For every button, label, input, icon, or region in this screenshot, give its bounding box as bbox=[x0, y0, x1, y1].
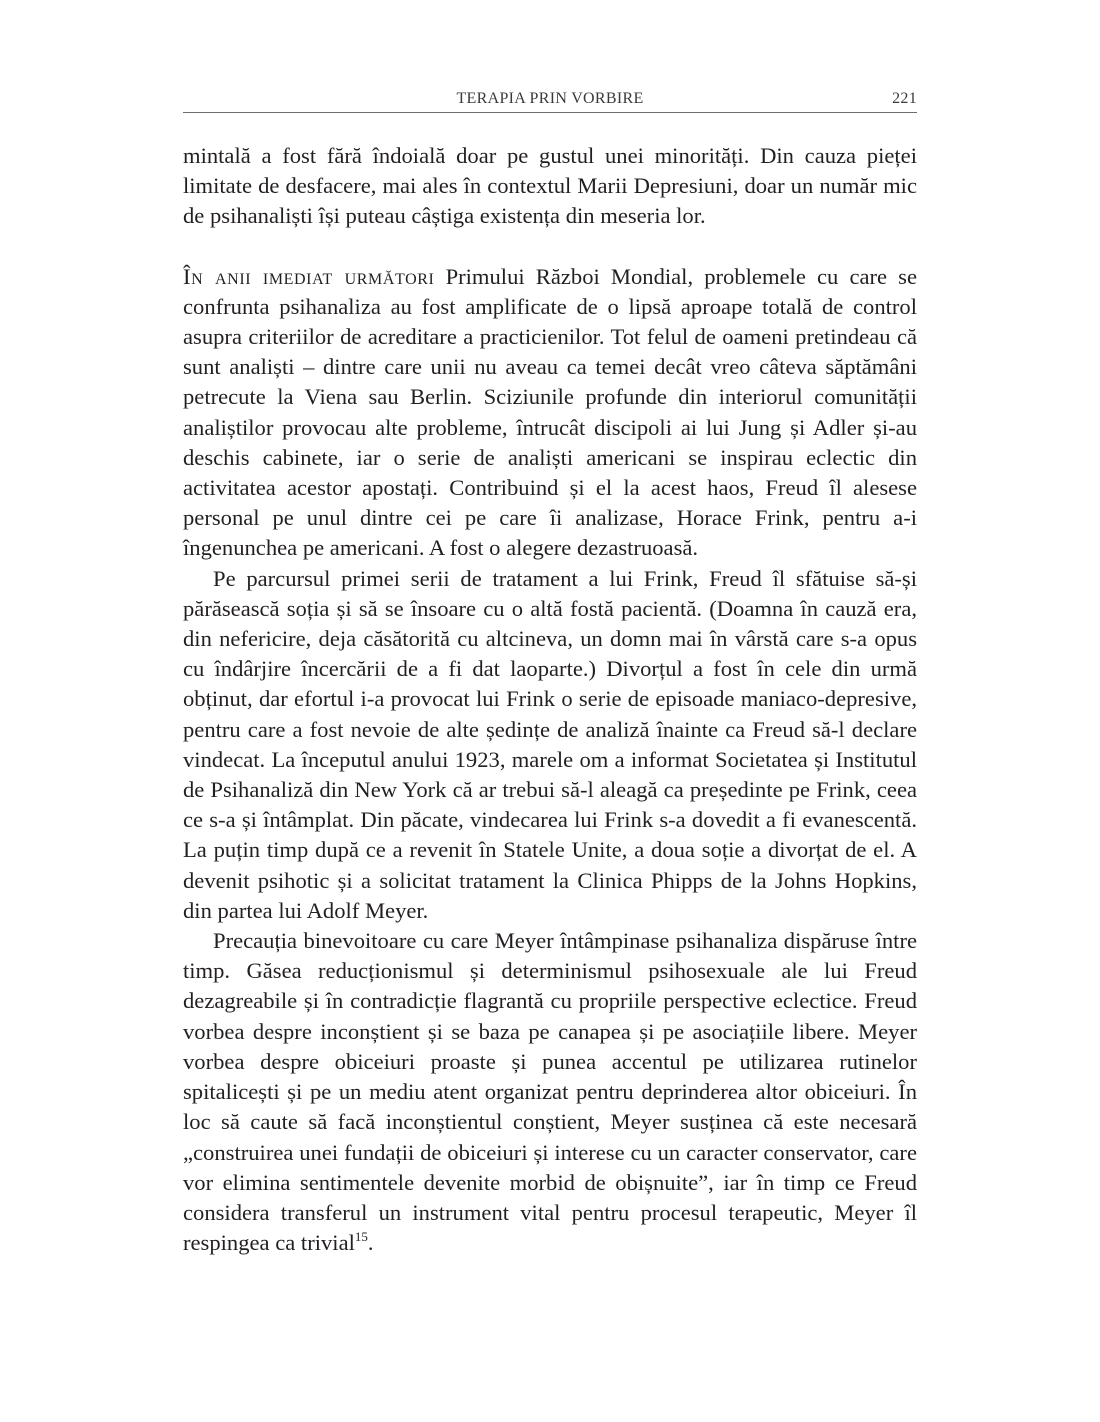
paragraph-continued bbox=[183, 141, 917, 232]
paragraph-text: Pe parcursul primei serii de tratament a lui Frink, Freud îl sfătuise să-și părăsească soția și să se însoare cu o altă fostă pacientă. (Doamna în cauză era, din nefericire, deja căsătorită cu altcineva, un domn mai în vârstă care s-a opus cu îndârjire încercării de a fi dat laoparte.) Divorțul a fost în cele din urmă obținut, dar efortul i-a provocat lui Frink o serie de episoade maniaco-depresive, pentru care a fost nevoie de alte ședințe de analiză înainte ca Freud să-l declare vindecat. La începutul anului 1923, marele om a informat Societatea și Institutul de Psihanaliză din New York că ar trebui să-l aleagă ca președinte pe Frink, ceea ce s-a și întâmplat. Din păcate, vindecarea lui Frink s-a dovedit a fi evanescentă. La puțin timp după ce a revenit în Statele Unite, a doua soție a divorțat de el. A devenit psihotic și a solicitat tratament la Clinica Phipps de la Johns Hopkins, din partea lui Adolf Meyer. bbox=[183, 565, 917, 923]
running-title: TERAPIA PRIN VORBIRE bbox=[456, 90, 644, 107]
paragraph bbox=[183, 926, 917, 1258]
footnote-reference[interactable]: 15 bbox=[354, 1229, 368, 1245]
page-number: 221 bbox=[892, 90, 917, 107]
paragraph-tail: . bbox=[367, 1230, 374, 1256]
paragraph-text: Precauția binevoitoare cu care Meyer întâmpinase psihanaliza dispăruse între timp. Găsea reducționismul și determinismul psihosexuale ale lui Freud dezagreabile și în contradicție flagrantă cu propriile perspective eclectice. Freud vorbea despre inconștient și se baza pe canapea și pe asociațiile libere. Meyer vorbea despre obiceiuri proaste și punea accentul pe utilizarea rutinelor spitalicești și pe un mediu atent organizat pentru deprinderea altor obiceiuri. În loc să caute să facă inconștientul conștient, Meyer susținea că este necesară „construirea unei fundații de obiceiuri și interese cu un caracter conservator, care vor elimina sentimentele devenite morbid de obișnuite”, iar în timp ce Freud considera transferul un instrument vital pentru procesul terapeutic, Meyer îl respingea ca trivial bbox=[183, 928, 917, 1256]
paragraph-section-start bbox=[183, 262, 917, 564]
paragraph bbox=[183, 564, 917, 926]
running-head bbox=[183, 90, 917, 112]
section-lead-in: În anii imediat următori bbox=[183, 263, 435, 289]
header-rule bbox=[183, 112, 917, 113]
body-text bbox=[183, 141, 917, 1258]
paragraph-text: mintală a fost fără îndoială doar pe gustul unei minorități. Din cauza pieței limitate de desfacere, mai ales în contextul Marii Depresiuni, doar un număr mic de psihanaliști își puteau câștiga existența din meseria lor. bbox=[183, 143, 917, 229]
paragraph-text: Primului Război Mondial, problemele cu care se confrunta psihanaliza au fost amplificate de o lipsă aproape totală de control asupra criteriilor de acreditare a practicienilor. Tot felul de oameni pretindeau că sunt analiști – dintre care unii nu aveau ca temei decât vreo câteva săptămâni petrecute la Viena sau Berlin. Sciziunile profunde din interiorul comunității analiștilor provocau alte probleme, întrucât discipoli ai lui Jung și Adler și-au deschis cabinete, iar o serie de analiști americani se inspirau eclectic din activitatea acestor apostați. Contribuind și el la acest haos, Freud îl alesese personal pe unul dintre cei pe care îi analizase, Horace Frink, pentru a-i îngenunchea pe americani. A fost o alegere dezastruoasă. bbox=[183, 263, 917, 561]
